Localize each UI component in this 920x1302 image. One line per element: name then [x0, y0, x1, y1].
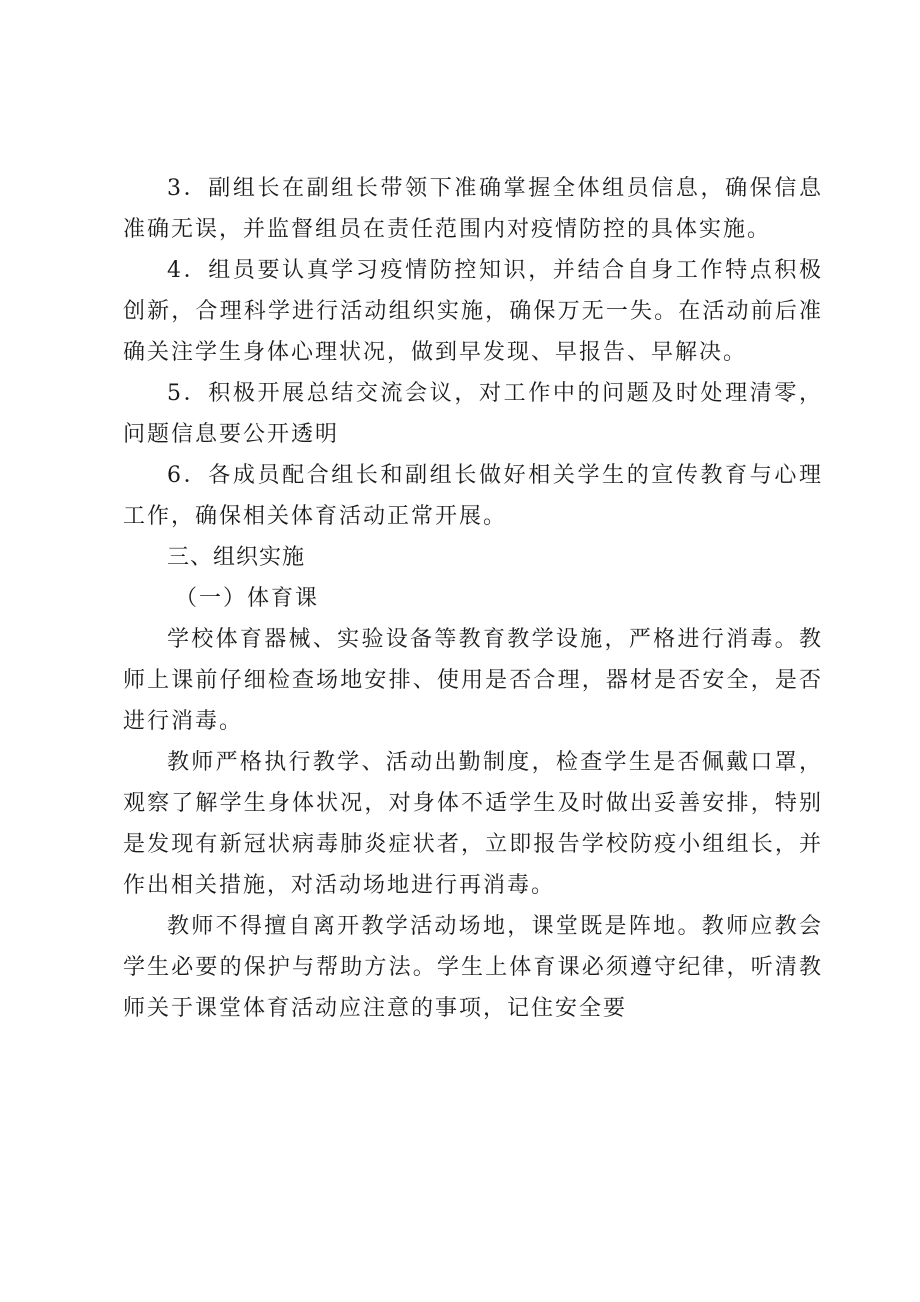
body-paragraph-equipment: 学校体育器械、实验设备等教育教学设施，严格进行消毒。教师上课前仔细检查场地安排、使用是否合理，器材是否安全，是否进行消毒。 — [123, 627, 823, 734]
section-heading: 三、组织实施 — [167, 545, 306, 570]
subsection-heading: （一）体育课 — [175, 586, 320, 611]
paragraph-item-5: 5．积极开展总结交流会议，对工作中的问题及时处理清零，问题信息要公开透明 — [123, 381, 823, 447]
body-paragraph-supervision: 教师不得擅自离开教学活动场地，课堂既是阵地。教师应教会学生必要的保护与帮助方法。学生上体育课必须遵守纪律，听清教师关于课堂体育活动应注意的事项，记住安全要 — [123, 914, 823, 1021]
paragraph-item-6: 6．各成员配合组长和副组长做好相关学生的宣传教育与心理工作，确保相关体育活动正常开展。 — [123, 463, 823, 529]
document-body — [123, 168, 823, 1029]
paragraph-item-3: 3．副组长在副组长带领下准确掌握全体组员信息，确保信息准确无误，并监督组员在责任范围内对疫情防控的具体实施。 — [123, 176, 823, 242]
paragraph-item-4: 4．组员要认真学习疫情防控知识，并结合自身工作特点积极创新，合理科学进行活动组织实施，确保万无一失。在活动前后准确关注学生身体心理状况，做到早发现、早报告、早解决。 — [123, 258, 823, 365]
body-paragraph-attendance: 教师严格执行教学、活动出勤制度，检查学生是否佩戴口罩，观察了解学生身体状况，对身体不适学生及时做出妥善安排，特别是发现有新冠状病毒肺炎症状者，立即报告学校防疫小组组长，并作出相关措施，对活动场地进行再消毒。 — [123, 750, 823, 898]
